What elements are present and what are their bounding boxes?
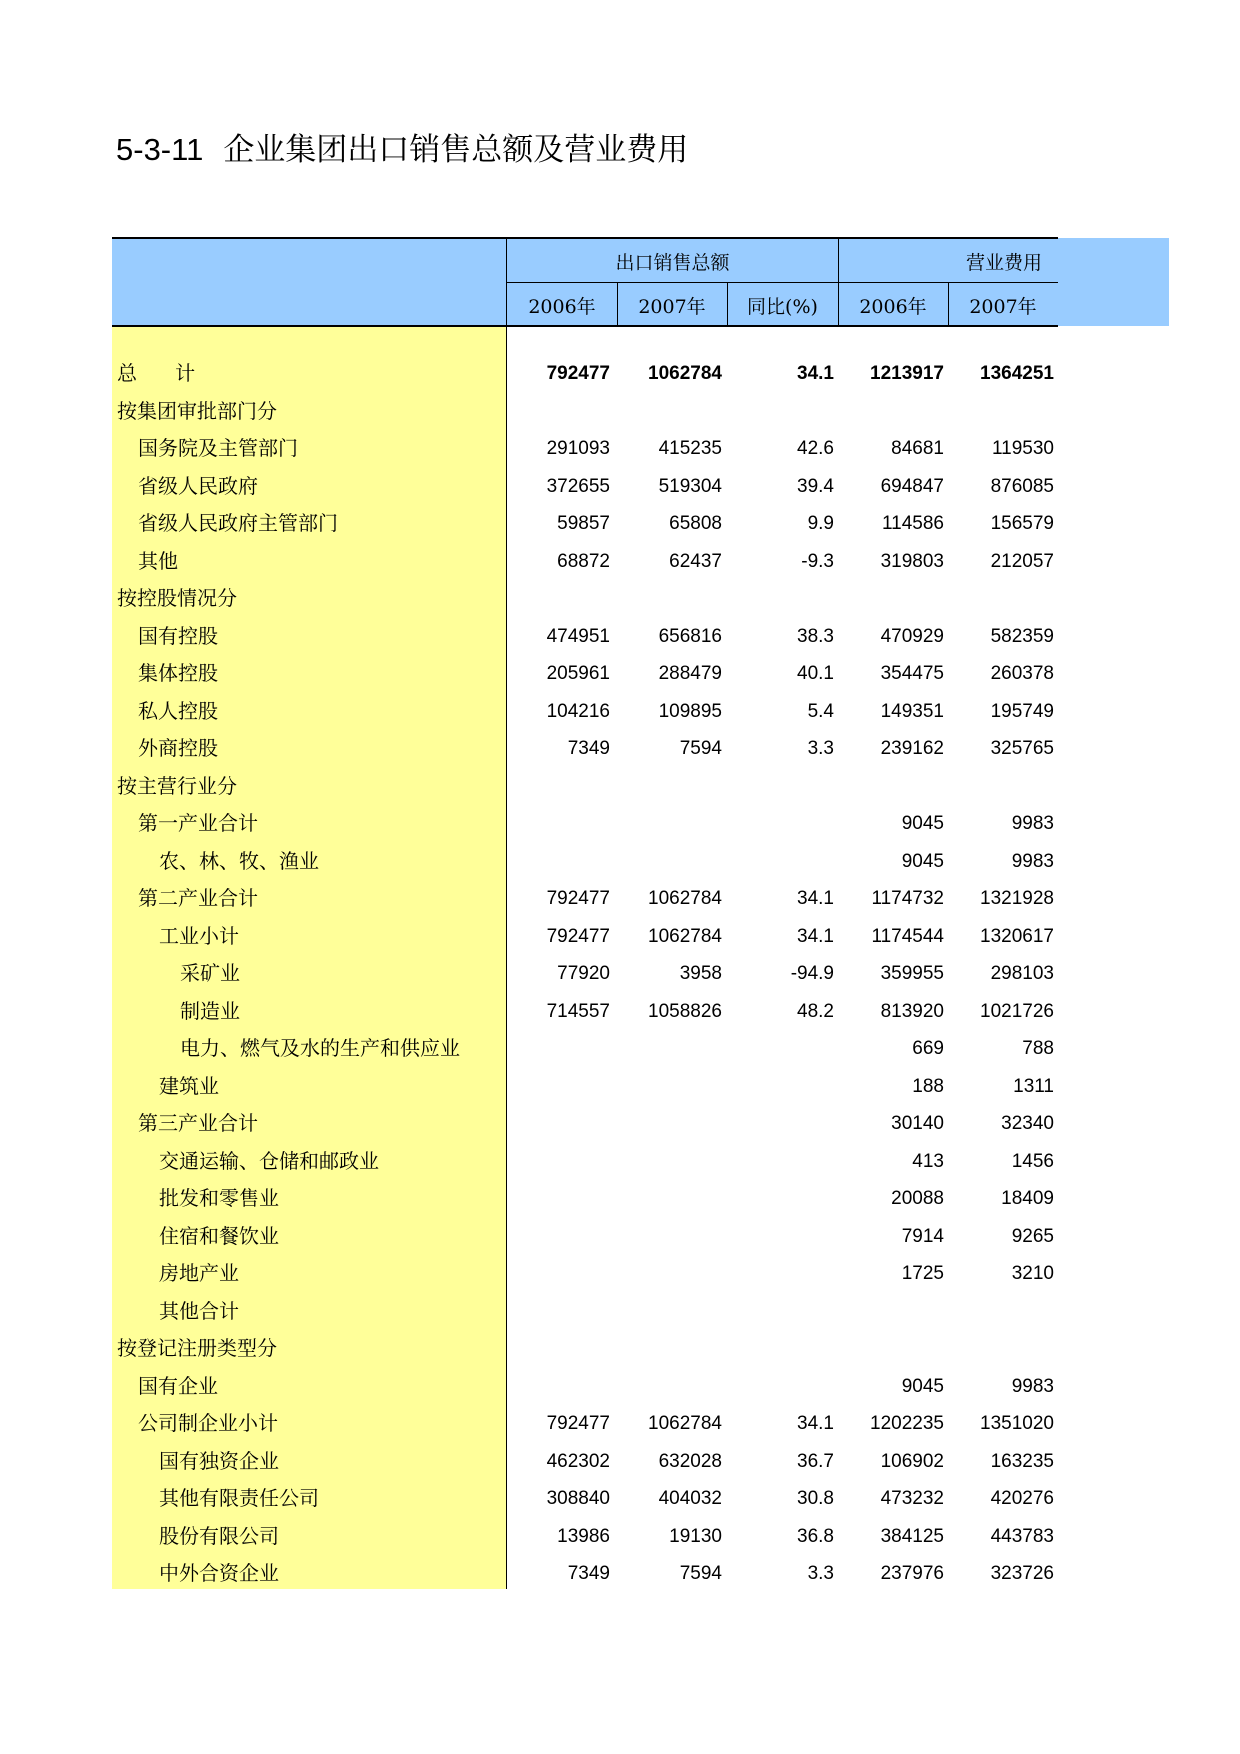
table-row	[112, 1405, 1058, 1442]
yoy-value: 34.1	[797, 363, 834, 384]
expense-2007-value: 212057	[990, 550, 1054, 572]
table-row	[112, 430, 1058, 467]
row-label: 制造业	[180, 998, 240, 1023]
table-row	[112, 1068, 1058, 1105]
expense-2006-value: 84681	[891, 438, 944, 459]
expense-2007-value: 298103	[990, 963, 1054, 984]
row-label: 中外合资企业	[159, 1561, 279, 1585]
expense-2007-value: 876085	[990, 475, 1054, 497]
expense-2006-value: 9045	[901, 850, 944, 872]
row-label: 国有控股	[138, 623, 218, 648]
expense-2006-value: 106902	[880, 1450, 944, 1472]
header-operating-expenses: 营业费用	[965, 252, 1042, 274]
row-label: 按登记注册类型分	[117, 1336, 277, 1360]
export-2006-value: 104216	[546, 700, 610, 722]
export-2006-value: 714557	[546, 1000, 610, 1022]
yoy-value: 48.2	[797, 1000, 834, 1022]
yoy-value: 3.3	[807, 1563, 834, 1584]
row-label: 按控股情况分	[117, 586, 237, 610]
expense-2006-value: 359955	[880, 963, 944, 984]
export-2007-value: 1062784	[648, 1413, 722, 1434]
yoy-value: 34.1	[797, 925, 834, 947]
header-col-export-2006: 2006年	[528, 296, 596, 318]
table-row	[112, 1368, 1058, 1405]
export-2007-value: 656816	[658, 625, 722, 647]
table-row	[112, 505, 1058, 542]
expense-2006-value: 1725	[901, 1263, 944, 1284]
table-row	[112, 1480, 1058, 1517]
expense-2006-value: 319803	[880, 550, 944, 572]
export-2006-value: 205961	[546, 663, 610, 684]
header-col-export-2007: 2007年	[638, 296, 706, 318]
header-export-sales: 出口销售总额	[615, 252, 730, 274]
export-2006-value: 308840	[546, 1488, 610, 1509]
table-row	[112, 618, 1058, 655]
expense-2006-value: 354475	[880, 663, 944, 684]
yoy-value: 40.1	[797, 663, 834, 684]
export-2006-value: 13986	[557, 1525, 610, 1547]
export-2007-value: 1062784	[648, 888, 722, 909]
table-row	[112, 993, 1058, 1030]
expense-2006-value: 473232	[880, 1488, 944, 1509]
expense-2006-value: 9045	[901, 1375, 944, 1397]
expense-2006-value: 669	[912, 1038, 944, 1059]
expense-2007-value: 3210	[1011, 1263, 1054, 1284]
expense-2007-value: 1311	[1013, 1075, 1054, 1097]
row-label: 工业小计	[159, 923, 239, 948]
yoy-value: 9.9	[807, 513, 834, 534]
table-row	[112, 543, 1058, 580]
table-row	[112, 1330, 1058, 1367]
table-row	[112, 880, 1058, 917]
yoy-value: -9.3	[801, 550, 834, 572]
expense-2006-value: 813920	[880, 1000, 944, 1022]
row-label: 采矿业	[180, 961, 240, 985]
table-row	[112, 843, 1058, 880]
expense-2007-value: 1321928	[980, 888, 1054, 909]
table-row	[112, 1218, 1058, 1255]
export-2007-value: 62437	[669, 550, 722, 572]
table-row	[112, 918, 1058, 955]
expense-2007-value: 1021726	[980, 1000, 1054, 1022]
yoy-value: 30.8	[797, 1488, 834, 1509]
expense-2006-value: 237976	[880, 1563, 944, 1584]
yoy-value: -94.9	[790, 963, 834, 984]
header-col-yoy: 同比(%)	[747, 296, 818, 318]
header-top-rule	[112, 237, 1058, 239]
export-2007-value: 109895	[658, 700, 722, 722]
row-label: 第二产业合计	[138, 886, 258, 910]
header-col-expense-2006: 2006年	[859, 296, 927, 318]
expense-2006-value: 1174544	[871, 925, 944, 947]
table-row	[112, 955, 1058, 992]
expense-2006-value: 114586	[882, 513, 944, 534]
table-row	[112, 1105, 1058, 1142]
export-2006-value: 792477	[546, 888, 610, 909]
table-row	[112, 693, 1058, 730]
export-2006-value: 474951	[546, 625, 610, 647]
expense-2007-value: 420276	[990, 1488, 1054, 1509]
expense-2007-value: 32340	[1001, 1113, 1054, 1134]
table-row	[112, 580, 1058, 617]
row-label: 批发和零售业	[159, 1186, 279, 1210]
expense-2006-value: 239162	[880, 738, 944, 759]
row-label: 私人控股	[138, 698, 218, 723]
export-2007-value: 519304	[658, 475, 722, 497]
expense-2006-value: 7914	[901, 1225, 944, 1247]
expense-2007-value: 9265	[1011, 1225, 1054, 1247]
expense-2006-value: 694847	[880, 475, 944, 497]
page-title	[116, 124, 688, 169]
table-row	[112, 1143, 1058, 1180]
expense-2006-value: 1174732	[871, 888, 944, 909]
expense-2007-value: 260378	[990, 663, 1054, 684]
row-label: 房地产业	[159, 1261, 239, 1285]
expense-2007-value: 1364251	[980, 363, 1054, 384]
row-label: 公司制企业小计	[138, 1411, 278, 1435]
row-label: 股份有限公司	[159, 1523, 279, 1548]
expense-2006-value: 1213917	[870, 363, 944, 384]
export-2007-value: 7594	[679, 1563, 722, 1584]
export-2006-value: 462302	[546, 1450, 610, 1472]
export-2006-value: 7349	[567, 1563, 610, 1584]
yoy-value: 34.1	[797, 1413, 834, 1434]
expense-2006-value: 20088	[891, 1188, 944, 1209]
table-row	[112, 355, 1058, 392]
export-2007-value: 65808	[669, 513, 722, 534]
row-label: 国有独资企业	[159, 1448, 279, 1473]
row-label: 国务院及主管部门	[138, 436, 298, 460]
row-label: 按主营行业分	[117, 773, 237, 798]
expense-2007-value: 1456	[1011, 1150, 1054, 1172]
header-mid-rule	[506, 282, 1058, 283]
row-label: 其他合计	[159, 1298, 239, 1323]
yoy-value: 36.8	[797, 1525, 834, 1547]
export-2007-value: 404032	[658, 1488, 722, 1509]
expense-2006-value: 384125	[880, 1525, 944, 1547]
expense-2007-value: 788	[1022, 1038, 1054, 1059]
expense-2007-value: 18409	[1001, 1188, 1054, 1209]
table-row	[112, 393, 1058, 430]
expense-2007-value: 163235	[990, 1450, 1054, 1472]
export-2006-value: 372655	[546, 475, 610, 497]
export-2006-value: 792477	[546, 925, 610, 947]
export-2007-value: 1062784	[648, 363, 722, 384]
table-row	[112, 1293, 1058, 1330]
table-row	[112, 1443, 1058, 1480]
export-2007-value: 415235	[658, 438, 722, 459]
yoy-value: 39.4	[797, 475, 834, 497]
export-2007-value: 1058826	[648, 1000, 722, 1022]
export-2007-value: 288479	[658, 663, 722, 684]
expense-2006-value: 413	[912, 1150, 944, 1172]
expense-2007-value: 156579	[990, 513, 1054, 534]
table-row	[112, 1180, 1058, 1217]
expense-2007-value: 195749	[990, 700, 1054, 722]
expense-2007-value: 119530	[992, 438, 1054, 459]
yoy-value: 36.7	[797, 1450, 834, 1472]
row-label: 第一产业合计	[138, 811, 258, 835]
export-2007-value: 3958	[679, 963, 722, 984]
table-row	[112, 1030, 1058, 1067]
table-row	[112, 1518, 1058, 1555]
row-label: 按集团审批部门分	[117, 398, 277, 423]
expense-2007-value: 323726	[990, 1563, 1054, 1584]
row-label: 集体控股	[138, 661, 218, 685]
yoy-value: 38.3	[797, 625, 834, 647]
row-label: 农、林、牧、渔业	[159, 848, 319, 873]
yoy-value: 3.3	[807, 738, 834, 759]
expense-2007-value: 1320617	[980, 925, 1054, 947]
table-row	[112, 768, 1058, 805]
row-label: 省级人民政府	[138, 473, 258, 498]
export-2007-value: 7594	[679, 738, 722, 759]
export-2007-value: 632028	[658, 1450, 722, 1472]
yoy-value: 34.1	[797, 888, 834, 909]
expense-2006-value: 9045	[901, 813, 944, 834]
row-label: 总 计	[117, 361, 196, 385]
row-label: 省级人民政府主管部门	[138, 511, 338, 535]
table-row	[112, 468, 1058, 505]
row-label: 国有企业	[138, 1373, 218, 1398]
expense-2007-value: 582359	[990, 625, 1054, 647]
expense-2006-value: 470929	[880, 625, 944, 647]
expense-2006-value: 30140	[891, 1113, 944, 1134]
expense-2007-value: 1351020	[980, 1413, 1054, 1434]
table-row	[112, 730, 1058, 767]
row-label: 其他	[138, 548, 178, 573]
export-2006-value: 77920	[557, 963, 610, 984]
table-row	[112, 1555, 1058, 1592]
table-row	[112, 655, 1058, 692]
export-2006-value: 792477	[546, 1413, 610, 1434]
expense-2006-value: 149351	[880, 700, 944, 722]
expense-2007-value: 443783	[990, 1525, 1054, 1547]
export-2006-value: 792477	[546, 363, 610, 384]
export-2006-value: 7349	[567, 738, 610, 759]
expense-2006-value: 1202235	[870, 1413, 944, 1434]
header-col-expense-2007: 2007年	[969, 296, 1037, 318]
row-label: 建筑业	[159, 1073, 219, 1098]
row-label: 第三产业合计	[138, 1111, 258, 1135]
row-label: 住宿和餐饮业	[159, 1223, 279, 1248]
table-row	[112, 1255, 1058, 1292]
expense-2007-value: 325765	[990, 738, 1054, 759]
export-2006-value: 68872	[557, 550, 610, 572]
expense-2007-value: 9983	[1011, 850, 1054, 872]
table-row	[112, 805, 1058, 842]
export-2006-value: 59857	[557, 513, 610, 534]
yoy-value: 5.4	[807, 700, 834, 722]
export-2007-value: 1062784	[648, 925, 722, 947]
table-title: 企业集团出口销售总额及营业费用	[223, 132, 689, 168]
row-label: 交通运输、仓储和邮政业	[159, 1148, 379, 1173]
yoy-value: 42.6	[797, 438, 834, 459]
expense-2006-value: 188	[912, 1075, 944, 1097]
row-label: 其他有限责任公司	[159, 1486, 319, 1510]
export-2006-value: 291093	[546, 438, 610, 459]
row-label: 外商控股	[138, 736, 218, 760]
expense-2007-value: 9983	[1011, 813, 1054, 834]
export-2007-value: 19130	[669, 1525, 722, 1547]
row-label: 电力、燃气及水的生产和供应业	[180, 1036, 460, 1060]
table-number: 5-3-11	[116, 132, 204, 167]
expense-2007-value: 9983	[1011, 1375, 1054, 1397]
